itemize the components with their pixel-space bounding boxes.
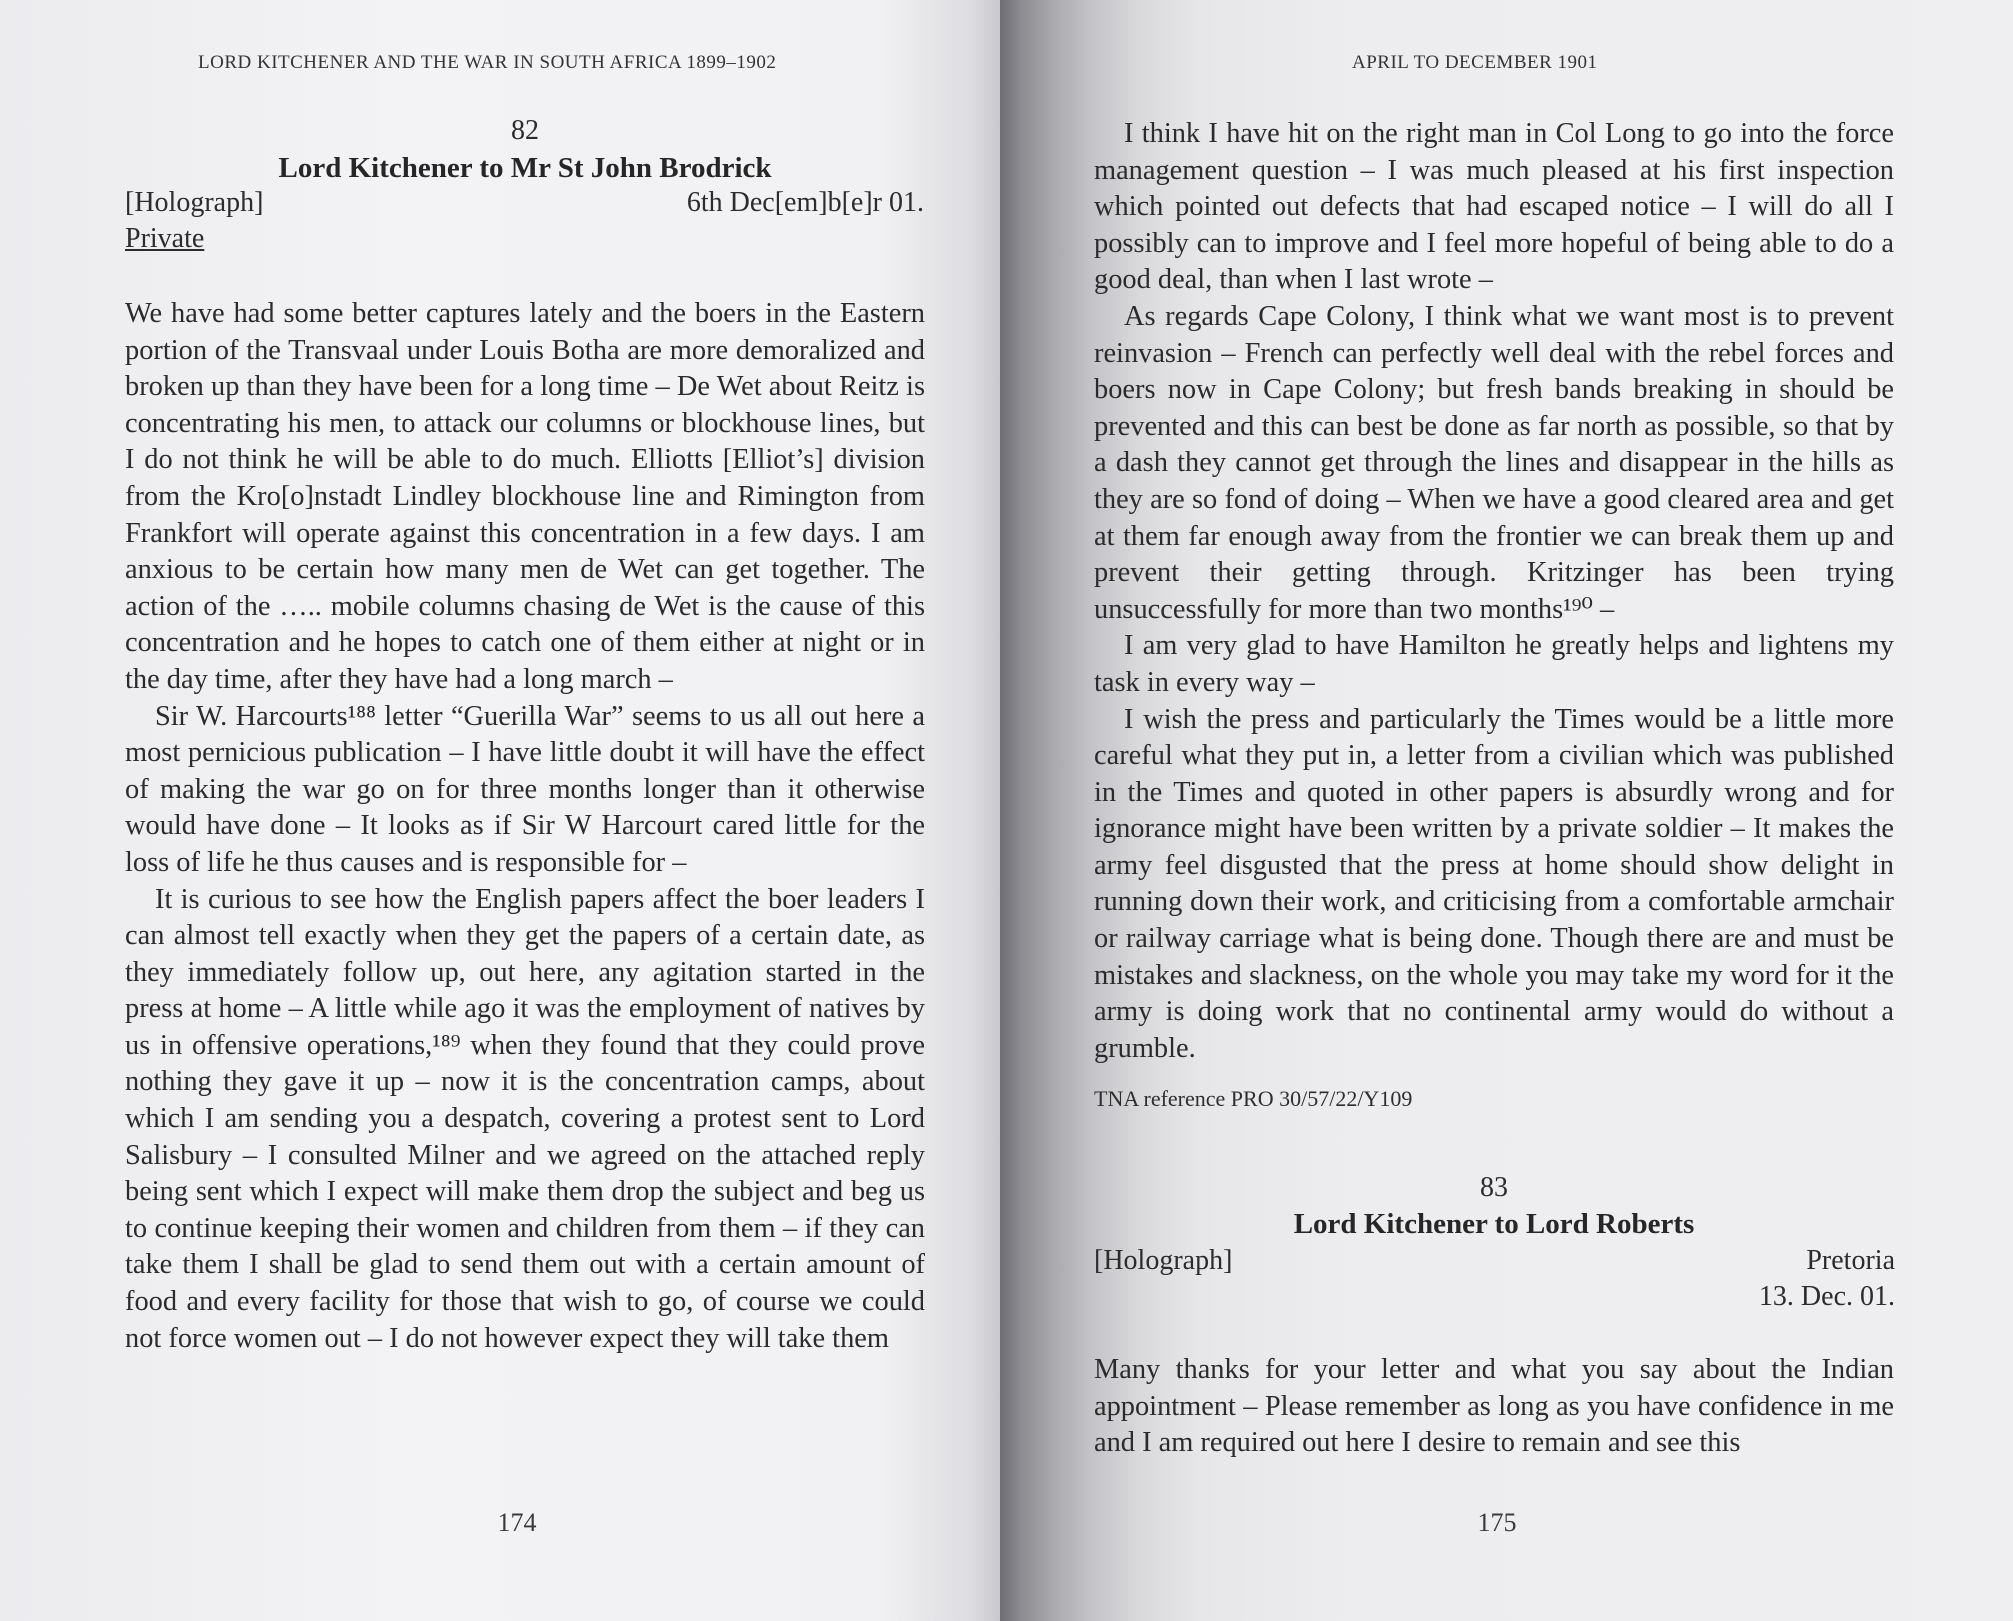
letter-place: Pretoria [1806, 1245, 1895, 1276]
paragraph: I think I have hit on the right man in Col Long to go into the force management question – I was much pleased at his first inspection which pointed out defects that had escaped notice – I will do all I possibly can to improve and I feel more hopeful of being able to do a good deal, than when I last wrote – [1094, 118, 1894, 296]
letter-body [1094, 1352, 1894, 1462]
left-running-head: LORD KITCHENER AND THE WAR IN SOUTH AFRICA 1899–1902 [198, 52, 777, 73]
letter-continuation [1094, 116, 1894, 1067]
paragraph: Sir W. Harcourts¹⁸⁸ letter “Guerilla War” seems to us all out here a most pernicious publication – I have little doubt it will have the effect of making the war go on for three months longer than it otherwise would have done – It looks as if Sir W Harcourt cared little for the loss of life he thus causes and is responsible for – [125, 700, 925, 878]
private-label: Private [125, 223, 205, 254]
paragraph: We have had some better captures lately and the boers in the Eastern portion of the Transvaal under Louis Botha are more demoralized and broken up than they have been for a long time – De Wet about Reitz is concentrating his men, to attack our columns or blockhouse lines, but I do not think he will be able to do much. Elliotts [Elliot’s] division from the Kro[o]nstadt Lindley blockhouse line and Rimington from Frankfort will operate against this concentration in a few days. I am anxious to be certain how many men de Wet can get together. The action of the ….. mobile columns chasing de Wet is the cause of this concentration and he hopes to catch one of them either at night or in the day time, after they have had a long march – [125, 298, 925, 695]
paragraph: It is curious to see how the English papers affect the boer leaders I can almost tell exactly when they get the papers of a certain date, as they immediately follow up, out here, any agitation started in the press at home – A little while ago it was the employment of natives by us in offensive operations,¹⁸⁹ when they found that they could prove nothing they gave it up – now it is the concentration camps, about which I am sending you a despatch, covering a protest sent to Lord Salisbury – I consulted Milner and we agreed on the attached reply being sent which I expect will make them drop the subject and beg us to continue keeping their women and children from them – if they can take them I shall be glad to send them out with a certain amount of food and every facility for those that wish to go, of course we could not force women out – I do not however expect they will take them [125, 883, 925, 1354]
holograph-label: [Holograph] [1094, 1245, 1233, 1276]
right-page [1000, 0, 2013, 1621]
letter-body [125, 296, 925, 1357]
source-reference: TNA reference PRO 30/57/22/Y109 [1094, 1086, 1413, 1111]
letter-date: 6th Dec[em]b[e]r 01. [686, 187, 924, 218]
right-running-head: APRIL TO DECEMBER 1901 [1352, 52, 1598, 73]
document-number: 83 [1480, 1172, 1508, 1203]
paragraph: Many thanks for your letter and what you say about the Indian appointment – Please remember as long as you have confidence in me and I am required out here I desire to remain and see this [1094, 1354, 1894, 1459]
document-number: 82 [511, 115, 539, 146]
page-number: 175 [1477, 1508, 1517, 1537]
left-page [0, 0, 1000, 1621]
paragraph: I wish the press and particularly the Times would be a little more careful what they put in, a letter from a civilian which was published in the Times and quoted in other papers is absurdly wrong and for ignorance might have been written by a private soldier – It makes the army feel disgusted that the press at home should show delight in running down their work, and criticising from a comfortable armchair or railway carriage what is being done. Though there are and must be mistakes and slackness, on the whole you may take my word for it the army is doing work that no continental army would do without a grumble. [1094, 703, 1894, 1064]
page-number: 174 [497, 1508, 537, 1537]
holograph-label: [Holograph] [125, 187, 264, 218]
document-title: Lord Kitchener to Lord Roberts [1293, 1208, 1695, 1240]
letter-date: 13. Dec. 01. [1758, 1281, 1895, 1312]
paragraph: As regards Cape Colony, I think what we want most is to prevent reinvasion – French can perfectly well deal with the rebel forces and boers now in Cape Colony; but fresh bands breaking in should be prevented and this can best be done as far north as possible, so that by a dash they cannot get through the lines and disappear in the hills as they are so fond of doing – When we have a good cleared area and get at them far enough away from the frontier we can break them up and prevent their getting through. Kritzinger has been trying unsuccessfully for more than two months¹⁹⁰ – [1094, 300, 1894, 625]
paragraph: I am very glad to have Hamilton he greatly helps and lightens my task in every way – [1094, 630, 1894, 698]
document-title: Lord Kitchener to Mr St John Brodrick [278, 152, 772, 184]
